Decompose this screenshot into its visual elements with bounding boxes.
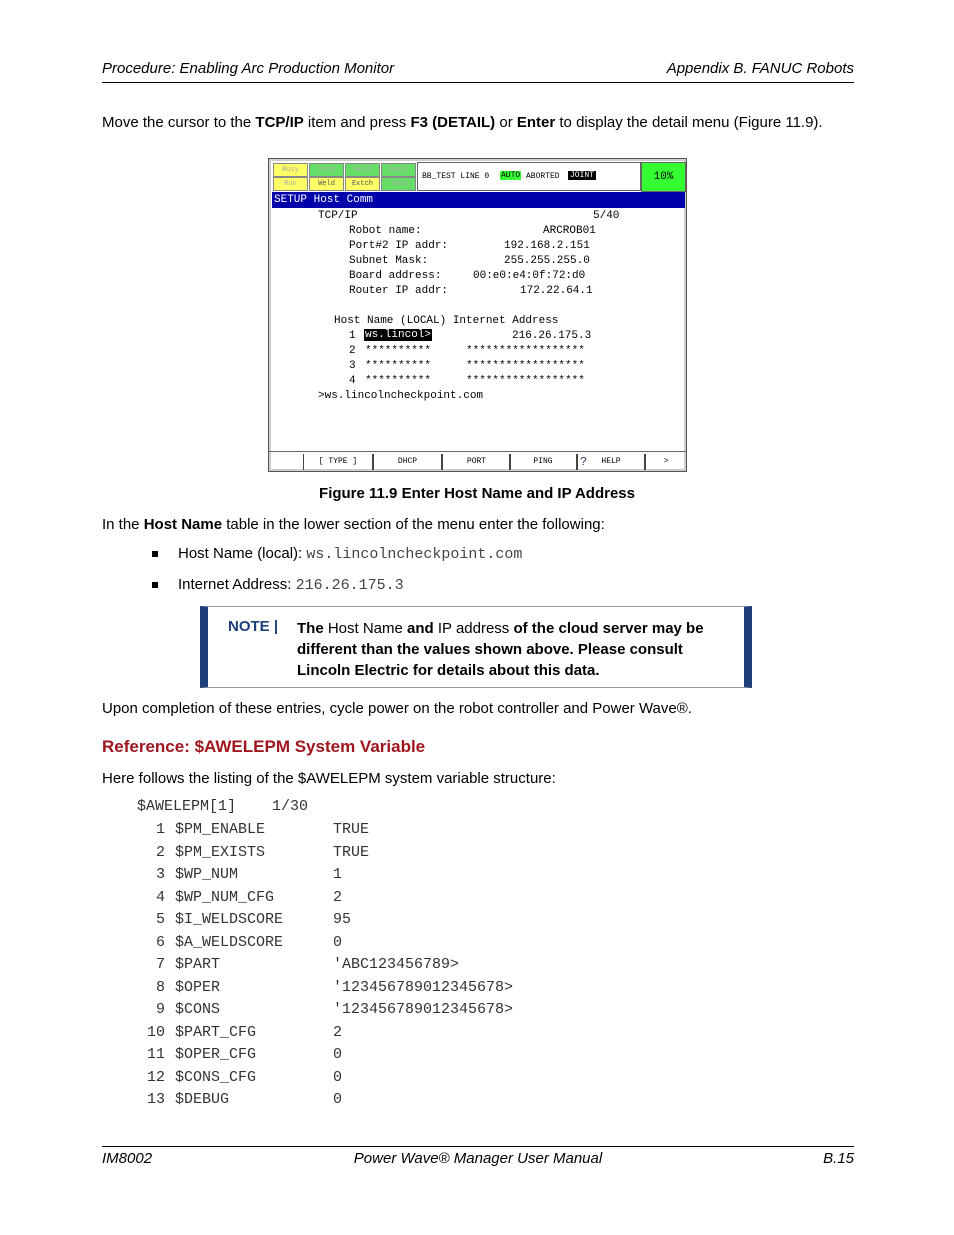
variable-name: $CONS_CFG xyxy=(175,1068,257,1086)
led-weld: Weld xyxy=(309,177,344,191)
variable-name: $PM_ENABLE xyxy=(175,821,266,838)
led-ieee: Ieee xyxy=(381,177,416,191)
fkey-next[interactable]: > xyxy=(645,454,686,470)
override-percent: 10% xyxy=(641,162,686,192)
figure-caption: Figure 11.9 Enter Host Name and IP Address xyxy=(319,485,635,502)
variable-name: $PART_CFG xyxy=(175,1023,257,1041)
row-number: 1 xyxy=(155,821,165,838)
row-number: 8 xyxy=(155,978,165,996)
page-header xyxy=(102,60,854,77)
variable-value: 1 xyxy=(333,866,343,883)
variable-value: '123456789012345678> xyxy=(333,978,514,996)
footer-page-number: B.15 xyxy=(823,1150,854,1167)
edit-line: >ws.lincolncheckpoint.com xyxy=(318,390,484,402)
row-number: 10 xyxy=(146,1023,165,1041)
list-item: Internet Address: 216.26.175.3 xyxy=(150,576,522,607)
variable-name: $OPER xyxy=(175,978,221,996)
led-hold: Hold xyxy=(345,163,380,177)
footer-rule xyxy=(102,1146,854,1147)
note-label: NOTE | xyxy=(228,618,279,635)
row-number: 4 xyxy=(155,888,165,906)
note-box xyxy=(200,606,752,688)
entry-list xyxy=(150,545,522,607)
listing-intro: Here follows the listing of the $AWELEPM system variable structure: xyxy=(102,770,556,787)
header-rule xyxy=(102,82,854,83)
variable-value: 0 xyxy=(333,933,343,951)
variable-name: $WP_NUM_CFG xyxy=(175,888,275,906)
mode-auto: AUTO xyxy=(501,171,521,180)
led-step: Step xyxy=(309,163,344,177)
row-number: 11 xyxy=(146,1046,165,1063)
function-key-bar xyxy=(269,451,686,471)
led-busy: Busy xyxy=(273,163,308,177)
variable-name: $PM_EXISTS xyxy=(175,843,266,861)
joint-indicator: JOINT xyxy=(570,171,595,180)
footer-center: Power Wave® Manager User Manual xyxy=(353,1150,603,1167)
teach-pendant-screen xyxy=(268,158,687,472)
status-line: BB_TEST LINE 0 AUTO ABORTED JOINT xyxy=(417,162,641,191)
variable-value: TRUE xyxy=(333,843,370,861)
row-number: 7 xyxy=(155,956,165,973)
completion-paragraph: Upon completion of these entries, cycle power on the robot controller and Power Wave®. xyxy=(102,700,692,717)
variable-name: $I_WELDSCORE xyxy=(175,911,284,928)
host-entry-selected: ws.lincol> xyxy=(365,329,432,341)
list-item: Host Name (local): ws.lincolncheckpoint.com xyxy=(150,545,522,576)
variable-name: $DEBUG xyxy=(175,1091,230,1108)
led-fault: Fault xyxy=(381,163,416,177)
row-number: 3 xyxy=(155,866,165,883)
fkey-ping[interactable]: PING xyxy=(509,454,577,470)
screen-title: SETUP Host Comm xyxy=(272,192,685,208)
fkey-type[interactable]: [ TYPE ] xyxy=(303,454,373,470)
variable-name: $WP_NUM xyxy=(175,866,239,883)
variable-name: $PART xyxy=(175,956,221,973)
help-icon: ? xyxy=(580,455,588,469)
led-run: Run xyxy=(273,177,308,191)
header-right: Appendix B. FANUC Robots xyxy=(666,60,854,77)
variable-value: 'ABC123456789> xyxy=(333,956,460,973)
fkey-dhcp[interactable]: DHCP xyxy=(373,454,442,470)
variable-name: $CONS xyxy=(175,1001,221,1018)
row-number: 12 xyxy=(146,1068,165,1086)
variable-value: 2 xyxy=(333,1023,343,1041)
pendant-content: TCP/IP 5/40 Robot name: ARCROB01 Port#2 IP addr: 192.168.2.151 Subnet Mask: 255.255.255.0 Board address: 00:e0:e4:0f:72:d0 Router IP addr: 172.22.64.1 Host Name (LOCAL) Internet Address 1 ws.lincol> 216.26.175.3 2 ********** ****************** 3 ********** ****************** 4 ********** ****************** >ws.lincolncheckpoint.com xyxy=(318,210,620,402)
variable-name: $OPER_CFG xyxy=(175,1046,257,1063)
footer-left: IM8002 xyxy=(102,1150,153,1167)
row-number: 6 xyxy=(155,933,165,951)
fkey-help[interactable]: ? HELP xyxy=(577,454,645,470)
row-number: 13 xyxy=(146,1091,165,1108)
variable-value: 95 xyxy=(333,911,352,928)
variable-value: 0 xyxy=(333,1046,343,1063)
variable-value: 0 xyxy=(333,1068,343,1086)
variable-value: '123456789012345678> xyxy=(333,1001,514,1018)
listing-head: $AWELEPM[1] 1/30 xyxy=(137,798,309,815)
variable-value: TRUE xyxy=(333,821,370,838)
variable-value: 0 xyxy=(333,1091,343,1108)
host-name-paragraph: In the Host Name table in the lower section of the menu enter the following: xyxy=(102,516,605,533)
header-left: Procedure: Enabling Arc Production Monitor xyxy=(102,60,395,77)
note-text: The Host Name and IP address of the cloud server may be different than the values shown above. Please consult Lincoln Electric for details about this data. xyxy=(297,620,704,679)
row-number: 9 xyxy=(155,1001,165,1018)
row-number: 5 xyxy=(155,911,165,928)
section-heading: Reference: $AWELEPM System Variable xyxy=(102,737,426,756)
fkey-port[interactable]: PORT xyxy=(442,454,511,470)
intro-paragraph: Move the cursor to the TCP/IP item and press F3 (DETAIL) or Enter to display the detail menu (Figure 11.9). xyxy=(102,114,823,131)
led-extch: Extch xyxy=(345,177,380,191)
variable-value: 2 xyxy=(333,888,343,906)
variable-name: $A_WELDSCORE xyxy=(175,933,284,951)
row-number: 2 xyxy=(155,843,165,861)
page-footer xyxy=(102,1150,854,1167)
